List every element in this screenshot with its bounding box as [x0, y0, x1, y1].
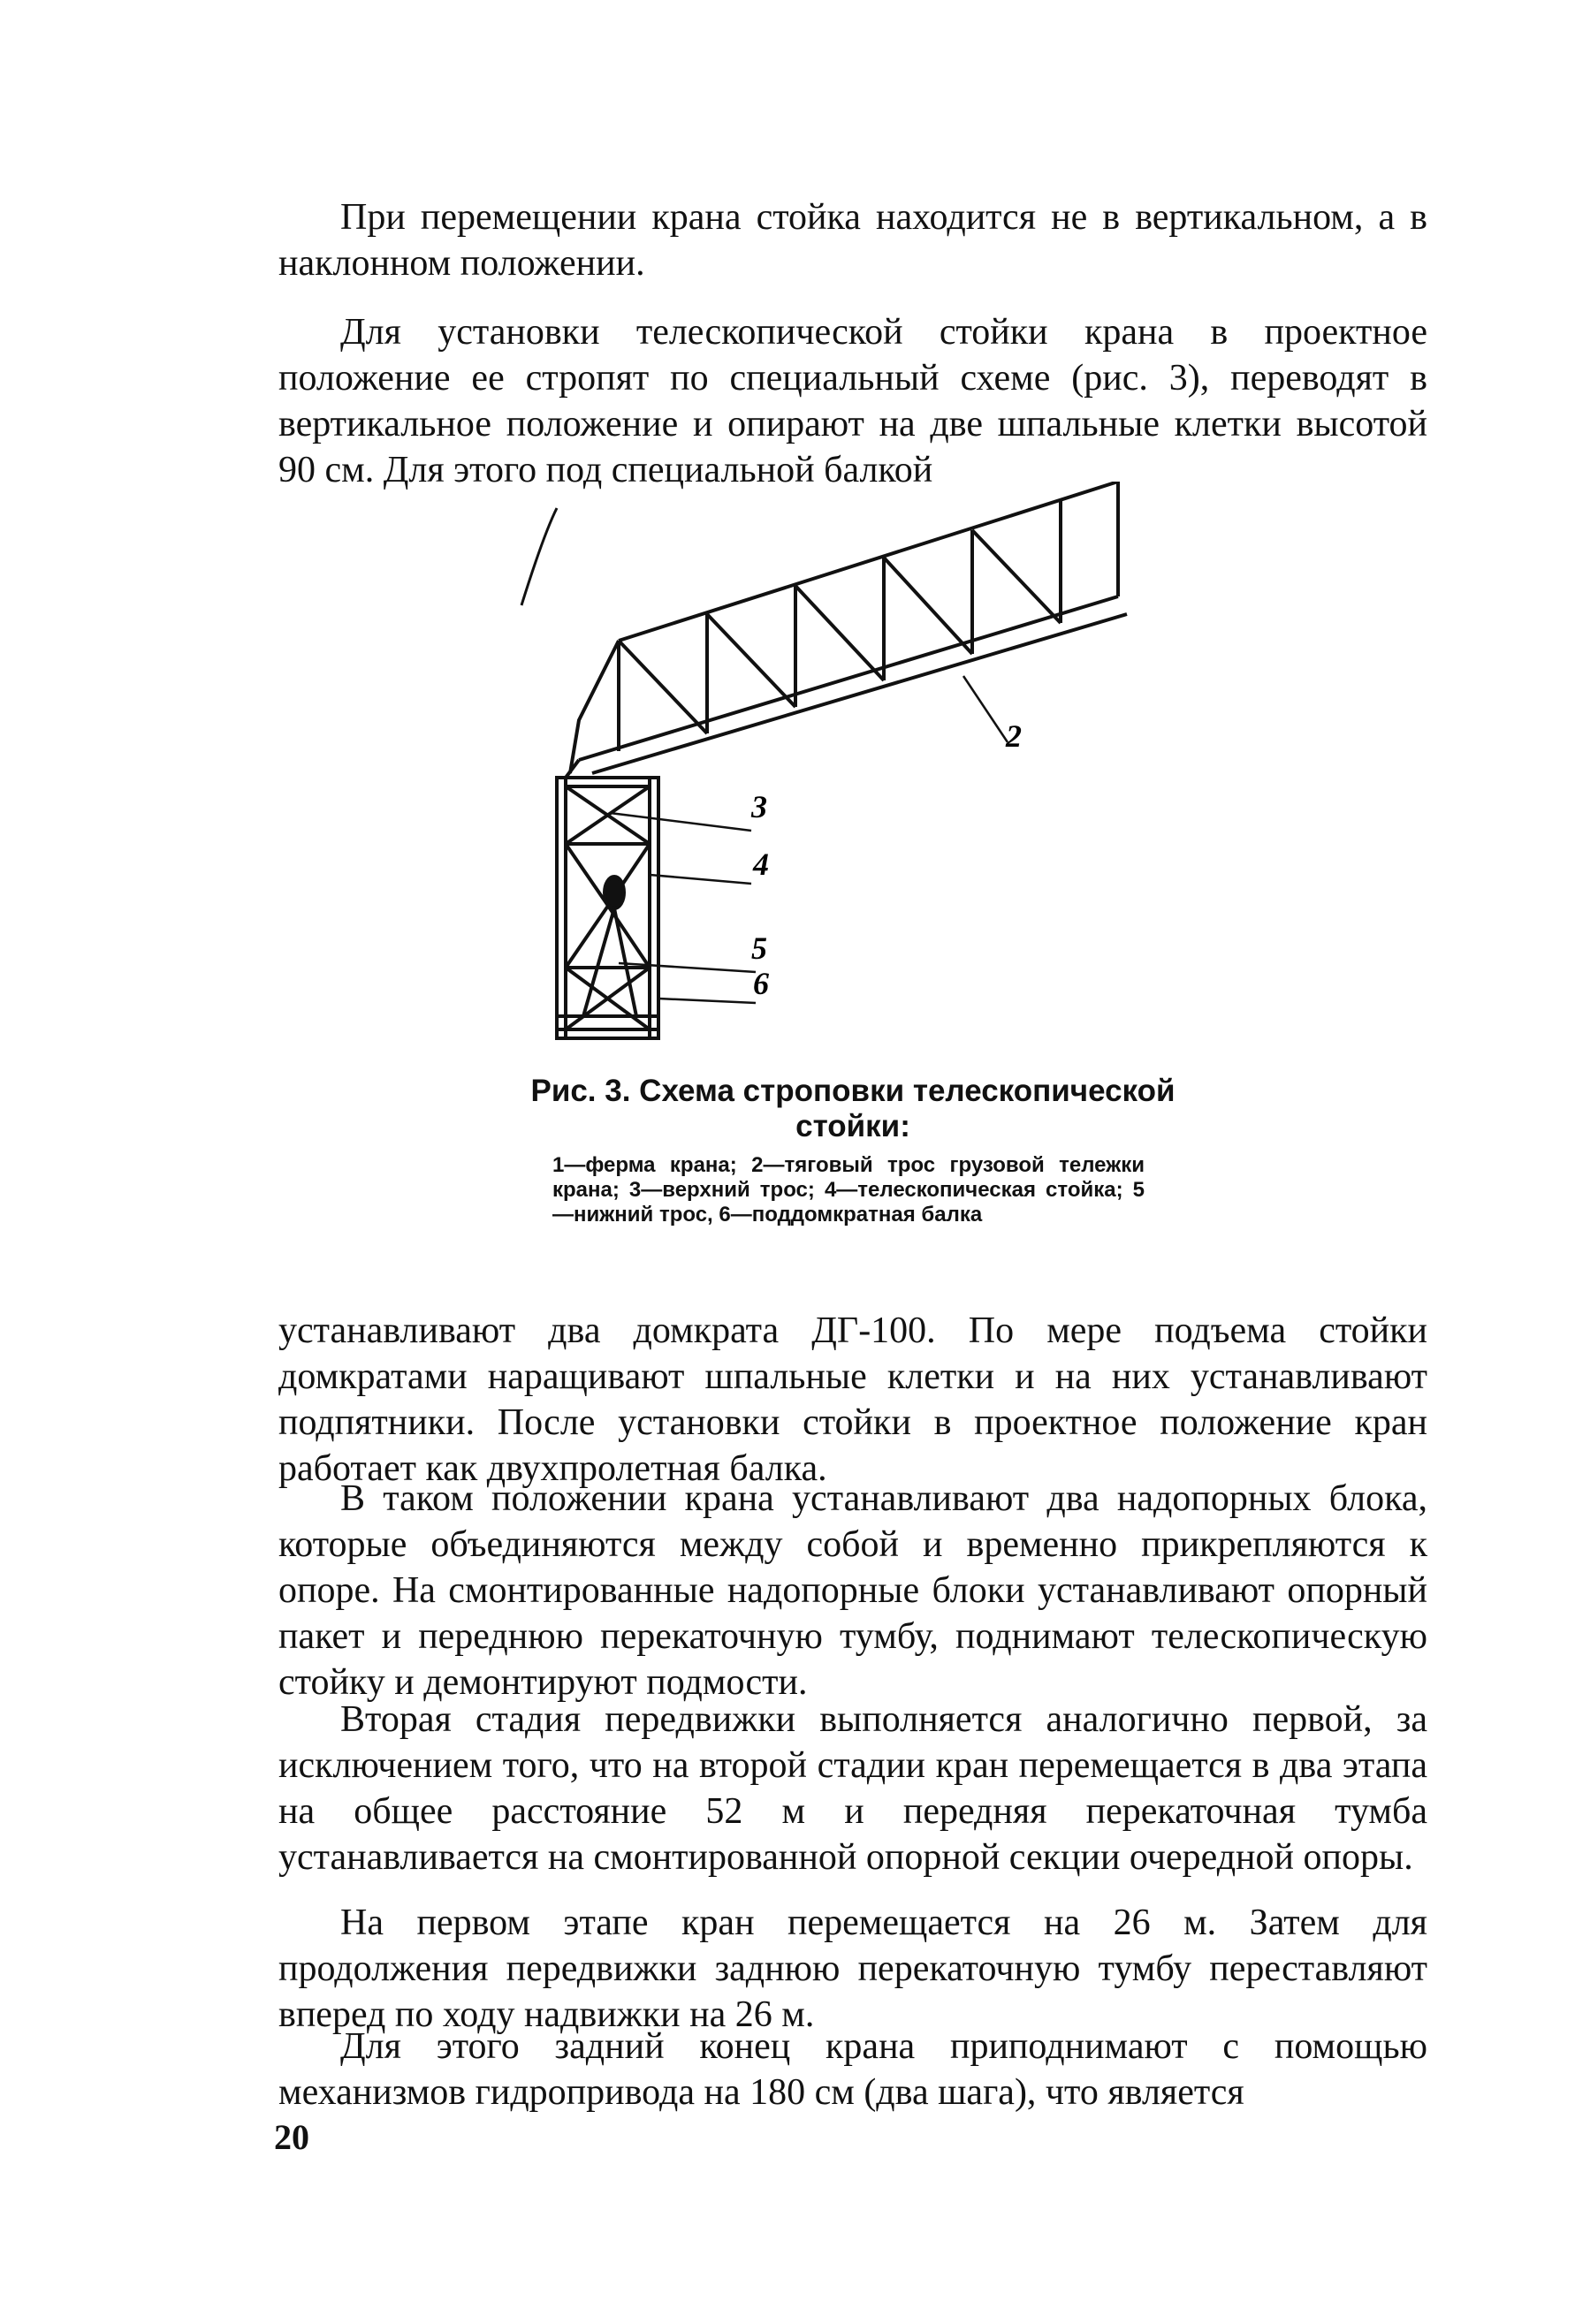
- figure-caption: Рис. 3. Схема строповки телескопической стойки:: [530, 1074, 1176, 1143]
- paragraph-5: Вторая стадия передвижки выполняется аналогично первой, за исключением того, что на второй стадии кран перемещается в два этапа на общее расстояние 52 м и передняя перекаточная тумба устанавливается на смонтированной опорной секции очередной опоры.: [278, 1699, 1427, 1878]
- truss-knee: [570, 641, 619, 773]
- trolley-rope-line: [592, 614, 1127, 773]
- paragraph-6: На первом этапе кран перемещается на 26 м. Затем для продолжения передвижки заднюю перекаточную тумбу переставляют вперед по ходу надвижки на 26 м.: [278, 1902, 1427, 2035]
- paragraph-1: При перемещении крана стойка находится не в вертикальном, а в наклонном положении.: [278, 197, 1427, 284]
- pulley-icon: [605, 877, 624, 908]
- paragraph-4: В таком положении крана устанавливают два надопорных блока, которые объединяются между собой и временно прикрепляются к опоре. На смонтированные надопорные блоки устанавливают опорный пакет и переднюю перекаточную тумбу, поднимают телескопическую стойку и демонтируют подмости.: [278, 1478, 1427, 1703]
- callout-5: 5: [751, 930, 767, 966]
- truss-upper-chord: [619, 482, 1118, 641]
- callout-4: 4: [753, 847, 769, 882]
- paragraph-7: Для этого задний конец крана приподнимают с помощью механизмов гидропривода на 180 см (два шага), что является: [278, 2026, 1427, 2113]
- crane-truss-diagram: [495, 482, 1167, 1056]
- page-number: 20: [274, 2117, 309, 2157]
- callout-2: 2: [1006, 718, 1022, 754]
- callout-6: 6: [753, 966, 769, 1001]
- callout-3: 3: [751, 789, 767, 824]
- figure-legend: 1—ферма крана; 2—тяговый трос грузовой тележки крана; 3—верхний трос; 4—телескопическая стойка; 5—нижний трос, 6—поддомкратная балка: [552, 1153, 1145, 1227]
- figure-crane-slinging-scheme: [495, 482, 1167, 1056]
- truss-lower-chord: [579, 596, 1118, 760]
- paragraph-2: Для установки телескопической стойки крана в проектное положение ее стропят по специальный схеме (рис. 3), переводят в вертикальное положение и опирают на две шпальные клетки высотой 90 см. Для этого под специальной балкой: [278, 312, 1427, 490]
- paragraph-3: устанавливают два домкрата ДГ-100. По мере подъема стойки домкратами наращивают шпальные клетки и на них устанавливают подпятники. После установки стойки в проектное положение кран работает как двухпролетная балка.: [278, 1310, 1427, 1489]
